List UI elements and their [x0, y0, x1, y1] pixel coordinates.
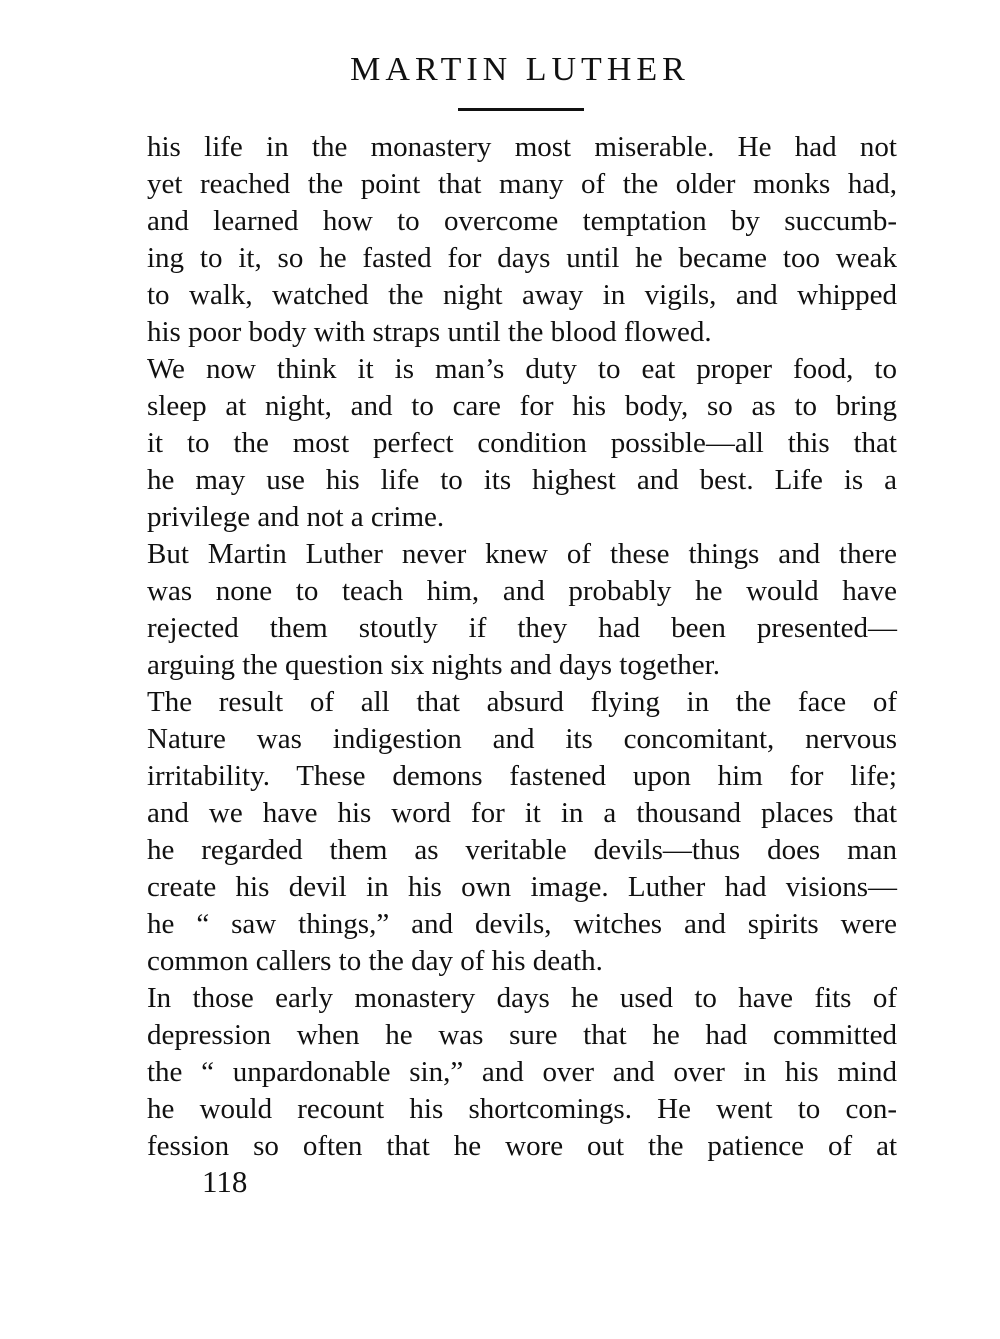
- paragraph: [147, 684, 897, 980]
- running-head-title: MARTIN LUTHER: [350, 51, 690, 88]
- text-line: and we have his word for it in a thousand places that: [147, 797, 897, 829]
- text-line: create his devil in his own image. Luther had visions—: [147, 871, 897, 903]
- text-line: yet reached the point that many of the older monks had,: [147, 168, 897, 200]
- body-text: [147, 129, 897, 1165]
- text-line: In those early monastery days he used to have fits of: [147, 982, 897, 1014]
- text-line: depression when he was sure that he had committed: [147, 1019, 897, 1051]
- text-line: arguing the question six nights and days together.: [147, 649, 720, 681]
- text-line: he may use his life to its highest and best. Life is a: [147, 464, 897, 496]
- text-line: The result of all that absurd flying in the face of: [147, 686, 897, 718]
- text-line: But Martin Luther never knew of these things and there: [147, 538, 897, 570]
- text-line: his life in the monastery most miserable. He had not: [147, 131, 897, 163]
- paragraph: [147, 536, 897, 684]
- text-line: was none to teach him, and probably he would have: [147, 575, 897, 607]
- text-line: and learned how to overcome temptation by succumb-: [147, 205, 897, 237]
- page-number: 118: [202, 1164, 248, 1199]
- text-line: he regarded them as veritable devils—thus does man: [147, 834, 897, 866]
- text-line: his poor body with straps until the blood flowed.: [147, 316, 712, 348]
- text-line: privilege and not a crime.: [147, 501, 445, 533]
- text-line: rejected them stoutly if they had been presented—: [147, 612, 897, 644]
- text-line: the “ unpardonable sin,” and over and over in his mind: [147, 1056, 897, 1088]
- text-line: he would recount his shortcomings. He went to con-: [147, 1093, 897, 1125]
- text-line: irritability. These demons fastened upon him for life;: [147, 760, 897, 792]
- text-line: ing to it, so he fasted for days until he became too weak: [147, 242, 897, 274]
- text-line: to walk, watched the night away in vigils, and whipped: [147, 279, 897, 311]
- text-line: common callers to the day of his death.: [147, 945, 603, 977]
- text-line: it to the most perfect condition possible—all this that: [147, 427, 897, 459]
- text-line: We now think it is man’s duty to eat proper food, to: [147, 353, 897, 385]
- text-line: Nature was indigestion and its concomitant, nervous: [147, 723, 897, 755]
- text-line: he “ saw things,” and devils, witches and spirits were: [147, 908, 897, 940]
- text-line: sleep at night, and to care for his body, so as to bring: [147, 390, 897, 422]
- paragraph: [147, 351, 897, 536]
- header-rule: [458, 108, 584, 111]
- paragraph: [147, 980, 897, 1165]
- text-line: fession so often that he wore out the patience of at: [147, 1130, 897, 1162]
- paragraph: [147, 129, 897, 351]
